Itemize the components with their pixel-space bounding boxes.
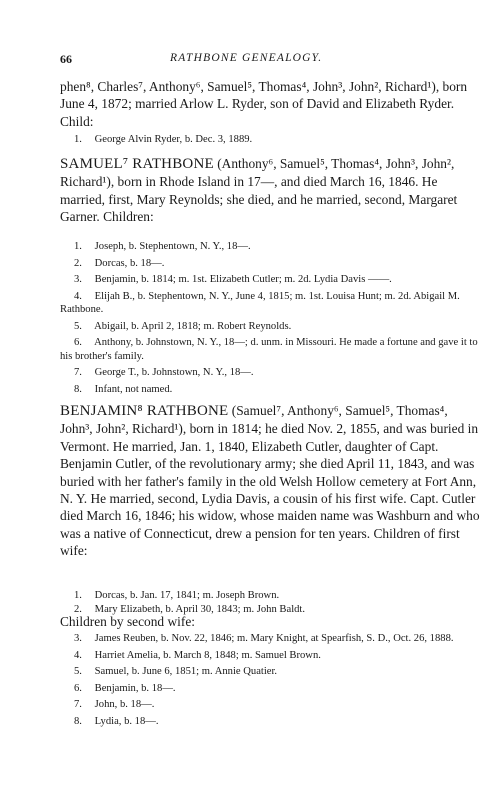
- child-text: Dorcas, b. 18—.: [92, 257, 165, 269]
- child-text: Mary Elizabeth, b. April 30, 1843; m. John Baldt.: [92, 603, 306, 615]
- child-number: 8.: [74, 715, 82, 727]
- child-list-item: [60, 649, 480, 663]
- benjamin-paragraph: [60, 402, 480, 560]
- child-number: 8.: [74, 383, 82, 395]
- child-text: Benjamin, b. 1814; m. 1st. Elizabeth Cutler; m. 2d. Lydia Davis ——.: [92, 274, 392, 285]
- child-list-item: [60, 240, 480, 254]
- child-number: 2.: [74, 257, 82, 269]
- child-list-item: [60, 698, 480, 712]
- child-text: John, b. 18—.: [92, 699, 155, 710]
- child-text: Infant, not named.: [92, 383, 173, 395]
- child-list-item: [60, 632, 480, 646]
- page-header: [60, 52, 472, 70]
- child-text: Benjamin, b. 18—.: [92, 682, 176, 694]
- benjamin-children-first-list: [60, 589, 480, 616]
- child-number: 2.: [74, 603, 82, 615]
- child-list-item: [60, 320, 480, 334]
- child-list-item: [60, 715, 480, 729]
- child-text: James Reuben, b. Nov. 22, 1846; m. Mary Knight, at Spearfish, S. D., Oct. 26, 1888.: [92, 633, 454, 644]
- child-list-item: [60, 290, 480, 317]
- child-text: Joseph, b. Stephentown, N. Y., 18—.: [92, 241, 251, 252]
- child-number: 1.: [74, 590, 82, 601]
- child-text: Lydia, b. 18—.: [92, 715, 159, 727]
- entry-continued-children: [60, 133, 480, 147]
- running-title: RATHBONE GENEALOGY.: [170, 52, 323, 64]
- child-text: Dorcas, b. Jan. 17, 1841; m. Joseph Brown.: [92, 590, 280, 601]
- child-number: 1.: [74, 134, 82, 145]
- entry-continued-paragraph: phen⁸, Charles⁷, Anthony⁶, Samuel⁵, Thomas⁴, John³, John², Richard¹), born June 4, 1872; married Arlow L. Ryder, son of David and Elizabeth Ryder. Child:: [60, 79, 468, 129]
- benjamin-text: (Samuel⁷, Anthony⁶, Samuel⁵, Thomas⁴, John³, John², Richard¹), born in 1814; he died Nov. 2, 1855, and was buried in Vermont. He married, Jan. 1, 1840, Elizabeth Cutler, daughter of Capt. Benjamin Cutler, of the revolutionary army; she died April 11, 1843, and was buried with her father's family in the old Welsh Hollow cemetery at Fort Ann, N. Y. He married, second, Lydia Davis, a cousin of his first wife. Capt. Cutler died March 16, 1846; his widow, whose maiden name was Washburn and who was a native of Connecticut, drew a pension for ten years. Children of first wife:: [60, 403, 480, 559]
- child-text: Anthony, b. Johnstown, N. Y., 18—; d. unm. in Missouri. He made a fortune and gave it to his brother's family.: [60, 337, 478, 362]
- child-number: 6.: [74, 682, 82, 694]
- samuel-paragraph: [60, 155, 480, 226]
- page-number: 66: [60, 52, 72, 66]
- child-number: 4.: [74, 649, 82, 661]
- child-list-item: [60, 682, 480, 696]
- benjamin-heading: BENJAMIN⁸ RATHBONE: [60, 403, 229, 419]
- child-number: 7.: [74, 699, 82, 710]
- child-number: 5.: [74, 320, 82, 332]
- child-number: 4.: [74, 290, 82, 302]
- child-text: Elijah B., b. Stephentown, N. Y., June 4, 1815; m. 1st. Louisa Hunt; m. 2d. Abigail M. Rathbone.: [60, 290, 460, 315]
- child-list-item: [60, 133, 480, 147]
- child-list-item: [60, 589, 480, 603]
- samuel-text: (Anthony⁶, Samuel⁵, Thomas⁴, John³, John², Richard¹), born in Rhode Island in 17—, and died March 16, 1846. He married, first, Mary Reynolds; she died, and he married, second, Margaret Garner. Children:: [60, 156, 458, 225]
- child-number: 6.: [74, 337, 82, 348]
- child-list-item: [60, 366, 480, 380]
- child-number: 5.: [74, 666, 82, 677]
- child-list-item: [60, 257, 480, 271]
- child-number: 7.: [74, 367, 82, 378]
- child-text: George Alvin Ryder, b. Dec. 3, 1889.: [92, 134, 253, 145]
- samuel-heading: SAMUEL⁷ RATHBONE: [60, 156, 214, 172]
- child-list-item: [60, 383, 480, 397]
- child-list-item: [60, 273, 480, 287]
- child-text: George T., b. Johnstown, N. Y., 18—.: [92, 367, 254, 378]
- child-text: Harriet Amelia, b. March 8, 1848; m. Samuel Brown.: [92, 649, 321, 661]
- child-number: 3.: [74, 633, 82, 644]
- child-number: 1.: [74, 241, 82, 252]
- child-list-item: [60, 336, 480, 363]
- second-wife-heading: Children by second wife:: [60, 614, 195, 629]
- child-list-item: [60, 665, 480, 679]
- child-text: Samuel, b. June 6, 1851; m. Annie Quatier.: [92, 666, 278, 677]
- child-text: Abigail, b. April 2, 1818; m. Robert Reynolds.: [92, 320, 292, 332]
- samuel-children-list: [60, 240, 480, 399]
- benjamin-children-second-list: [60, 632, 480, 731]
- child-number: 3.: [74, 274, 82, 285]
